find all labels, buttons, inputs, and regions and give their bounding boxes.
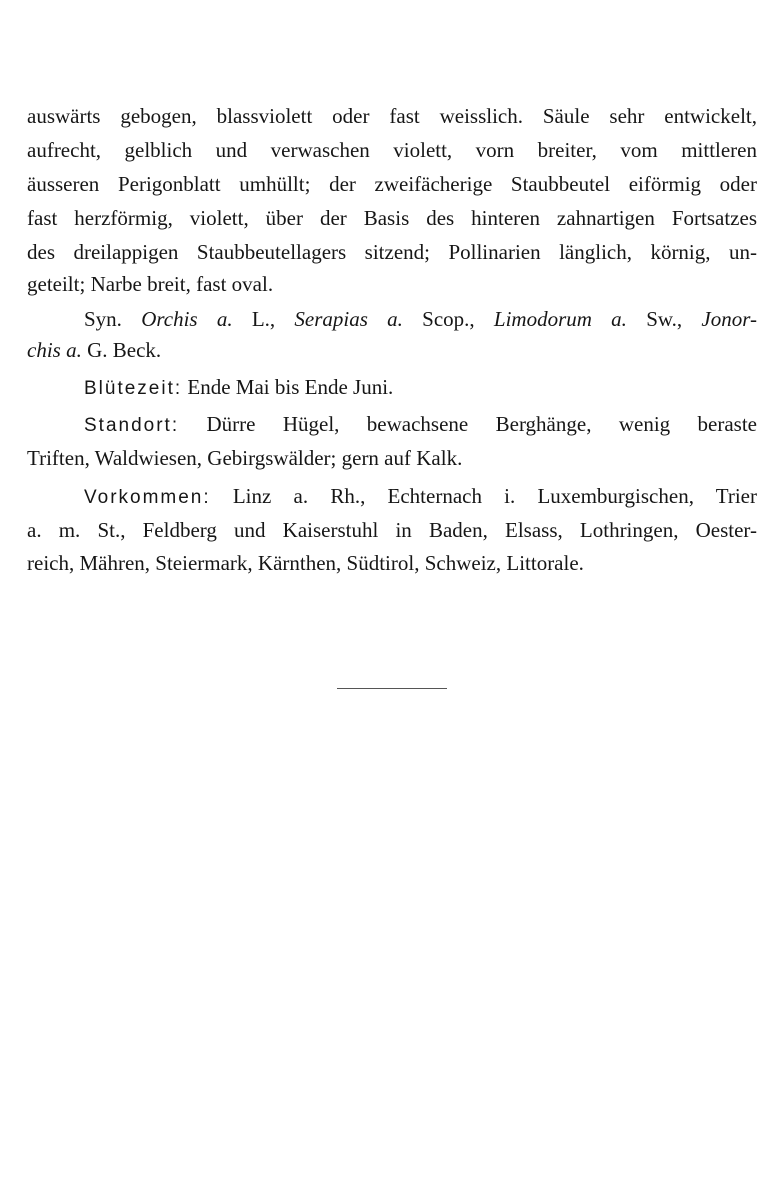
paragraph-line: geteilt; Narbe breit, fast oval.	[27, 272, 274, 296]
occurrence-label: Vorkommen:	[84, 487, 211, 508]
synonym-name: Serapias a.	[294, 307, 403, 331]
flowering-time-line	[84, 373, 757, 401]
paragraph-line: des dreilappigen Staubbeutellagers sitzend; Pollinarien länglich, körnig, un-	[27, 240, 757, 264]
flowering-time-label: Blütezeit:	[84, 378, 183, 399]
synonym-author: Sw.,	[626, 307, 702, 331]
paragraph-line: äusseren Perigonblatt umhüllt; der zweifächerige Staubbeutel eiförmig oder	[27, 172, 757, 196]
synonym-author: Scop.,	[402, 307, 494, 331]
habitat-text: Dürre Hügel, bewachsene Berghänge, wenig beraste	[179, 412, 757, 436]
section-divider	[337, 688, 447, 689]
paragraph-line: fast herzförmig, violett, über der Basis des hinteren zahnartigen Fortsatzes	[27, 206, 757, 230]
synonym-author: L.,	[232, 307, 295, 331]
occurrence-line: reich, Mähren, Steiermark, Kärnthen, Südtirol, Schweiz, Littorale.	[27, 551, 584, 575]
flowering-time-text: Ende Mai bis Ende Juni.	[182, 375, 394, 399]
paragraph-line: auswärts gebogen, blassviolett oder fast weisslich. Säule sehr entwickelt,	[27, 104, 757, 128]
occurrence-line	[84, 482, 757, 510]
synonym-name: Limodorum a.	[493, 307, 627, 331]
habitat-line: Triften, Waldwiesen, Gebirgswälder; gern auf Kalk.	[27, 446, 463, 470]
synonym-name: Jonor-	[701, 307, 757, 331]
synonym-name: Orchis a.	[141, 307, 233, 331]
syn-label: Syn.	[84, 307, 122, 331]
synonyms-line	[27, 336, 757, 364]
habitat-line	[84, 410, 757, 438]
synonym-name: chis a.	[27, 338, 82, 362]
habitat-label: Standort:	[84, 415, 180, 436]
occurrence-text: Linz a. Rh., Echternach i. Luxemburgischen, Trier	[210, 484, 757, 508]
synonyms-line	[84, 305, 757, 333]
occurrence-line: a. m. St., Feldberg und Kaiserstuhl in Baden, Elsass, Lothringen, Oester-	[27, 518, 757, 542]
synonym-author: G. Beck.	[81, 338, 162, 362]
paragraph-line: aufrecht, gelblich und verwaschen violett, vorn breiter, vom mittleren	[27, 138, 757, 162]
